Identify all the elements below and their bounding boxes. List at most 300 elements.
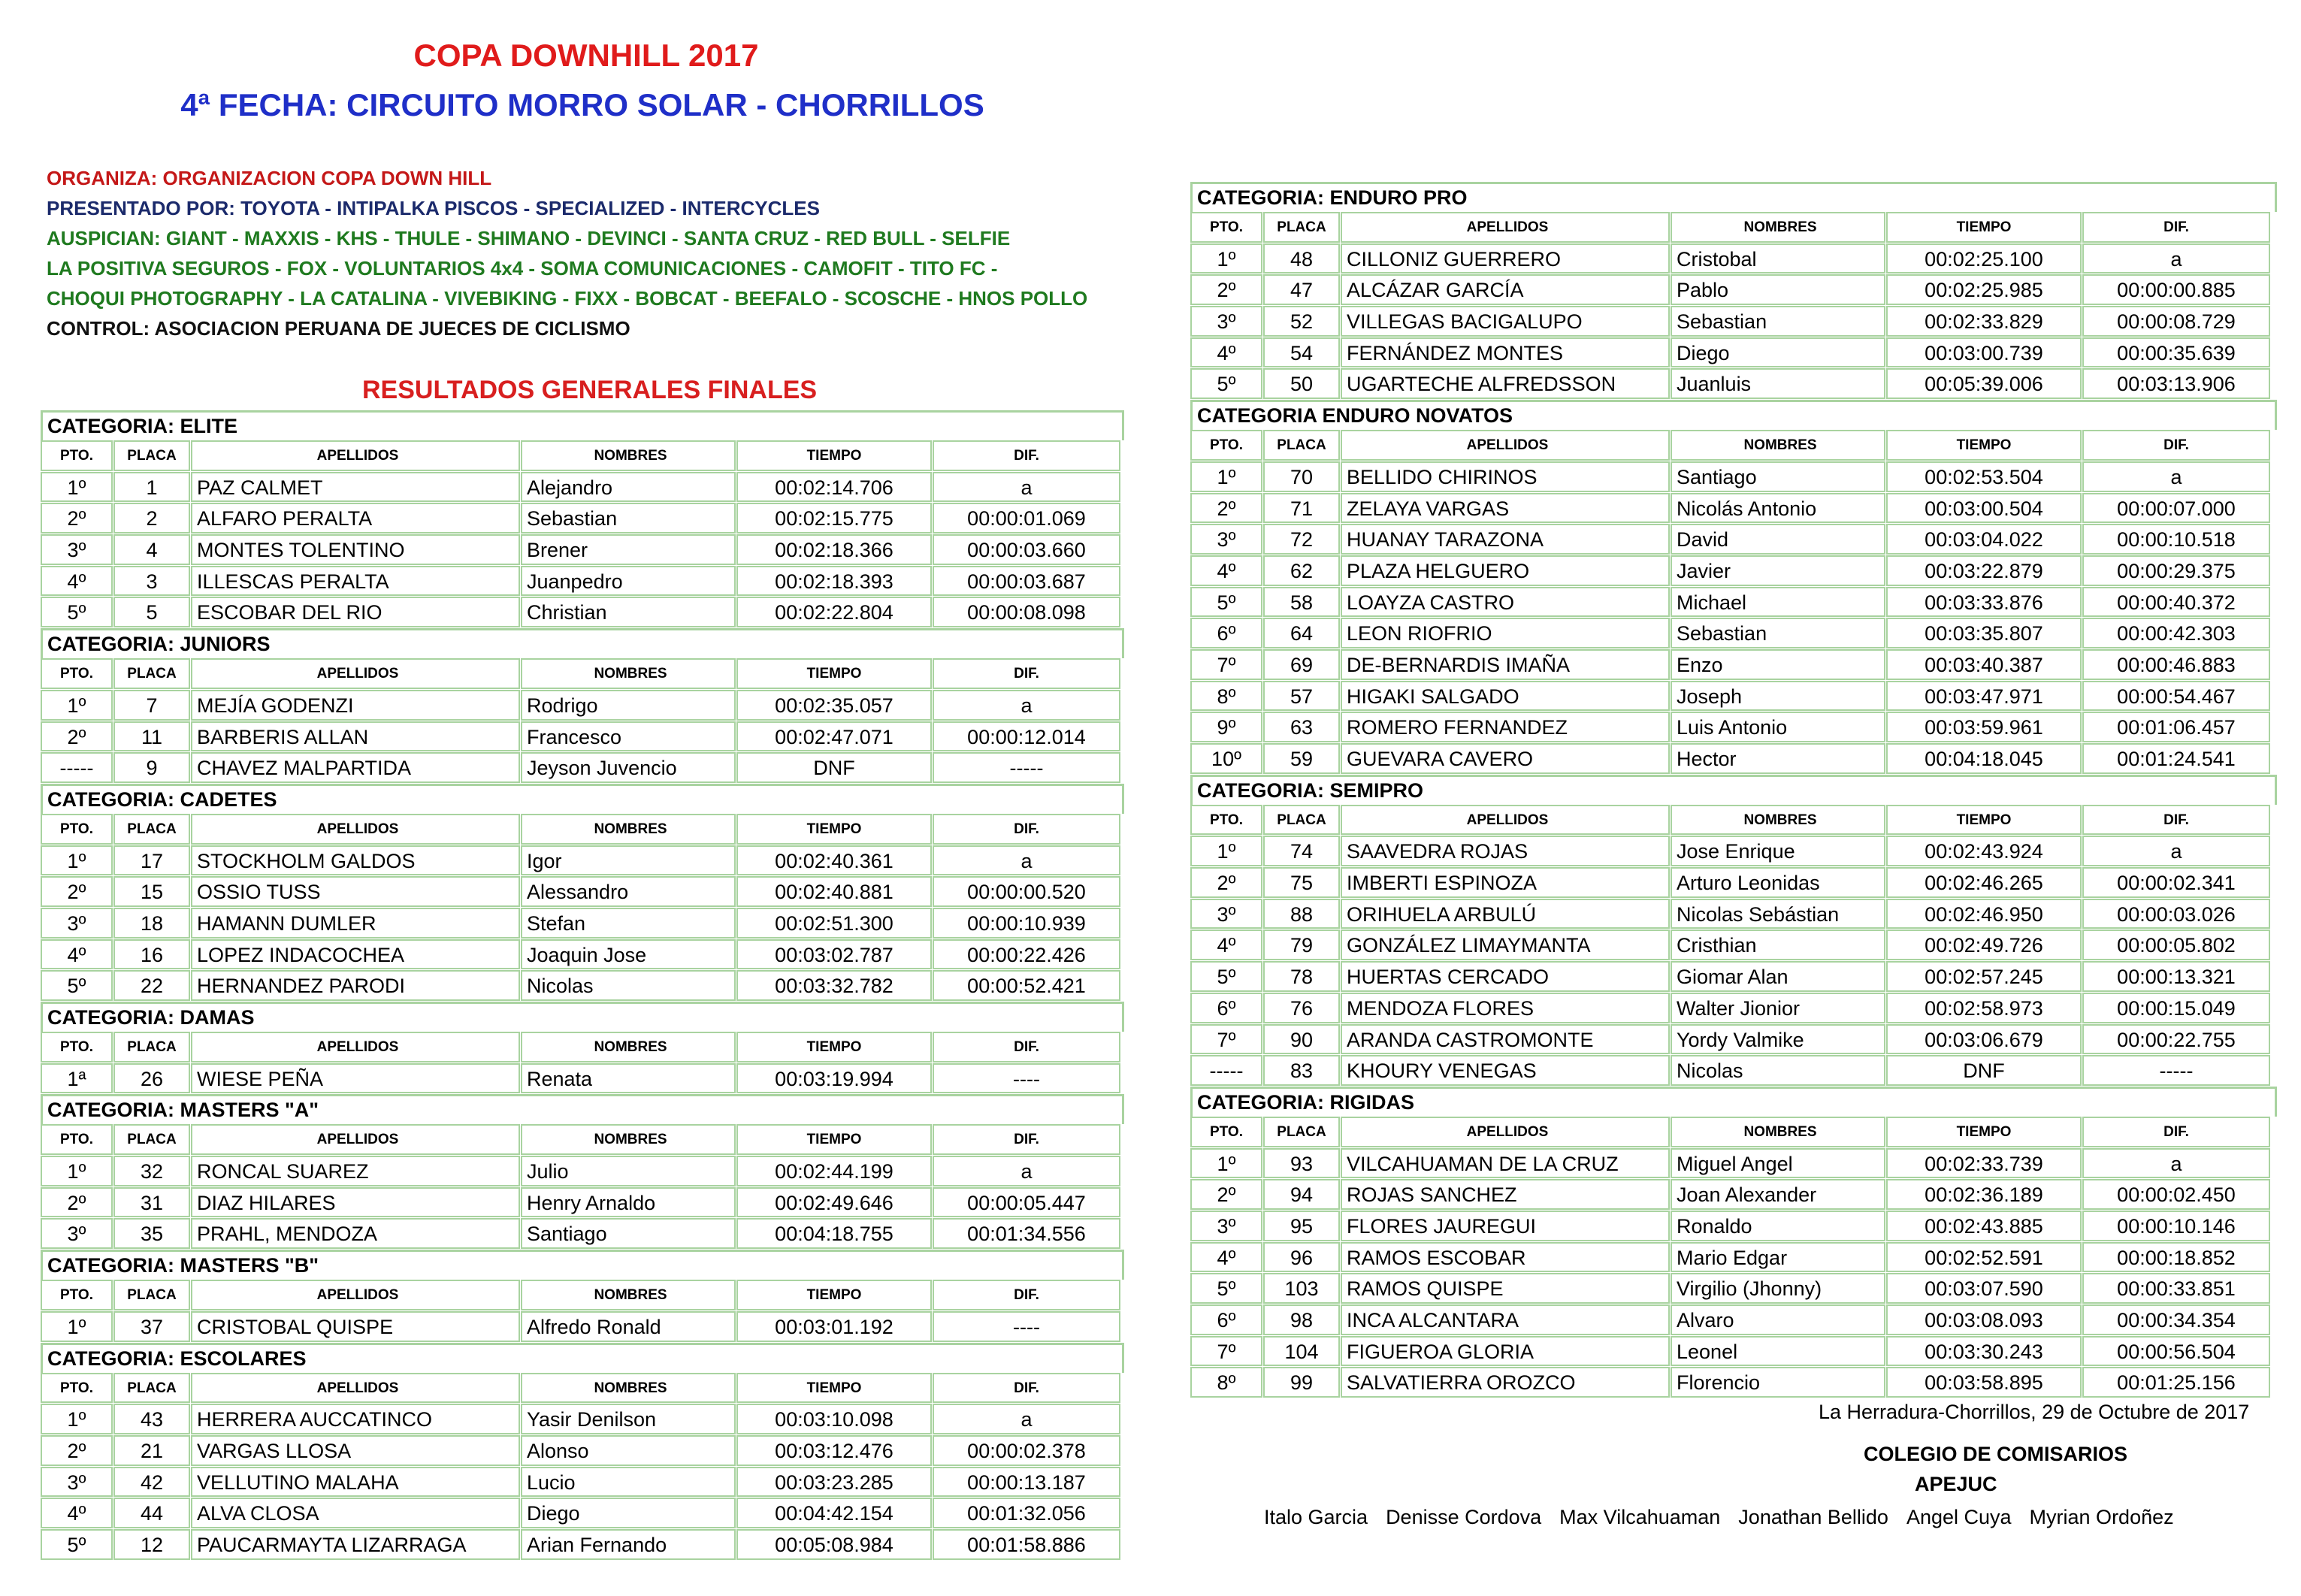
- cell-difference: a: [2082, 461, 2270, 492]
- column-header-surname: APELLIDOS: [191, 1032, 520, 1062]
- cell-first-name: Santiago: [1671, 461, 1885, 492]
- cell-time: 00:03:19.994: [736, 1063, 932, 1094]
- column-header-first-name: NOMBRES: [521, 658, 736, 689]
- cell-position: 4º: [1190, 929, 1262, 960]
- cell-plate: 42: [113, 1467, 190, 1498]
- cell-position: -----: [1190, 1055, 1262, 1086]
- cell-difference: 00:00:02.450: [2082, 1179, 2270, 1210]
- cell-position: 4º: [41, 939, 113, 970]
- cell-position: 1º: [1190, 243, 1262, 274]
- cell-position: 2º: [41, 1187, 113, 1218]
- cell-surname: ESCOBAR DEL RIO: [191, 597, 520, 627]
- column-header-first-name: NOMBRES: [521, 1124, 736, 1155]
- cell-first-name: Alejandro: [521, 472, 736, 503]
- column-header-difference: DIF.: [933, 1280, 1120, 1310]
- cell-plate: 35: [113, 1218, 190, 1249]
- cell-plate: 52: [1263, 306, 1340, 337]
- table-row: [41, 1404, 1124, 1435]
- category-block: [41, 628, 1124, 784]
- category-heading: CATEGORIA: ELITE: [41, 410, 1124, 440]
- category-block: [1190, 182, 2277, 400]
- cell-first-name: Alessandro: [521, 876, 736, 907]
- cell-position: 4º: [1190, 1242, 1262, 1273]
- cell-difference: 00:00:56.504: [2082, 1336, 2270, 1367]
- cell-surname: MEJÍA GODENZI: [191, 690, 520, 721]
- cell-plate: 3: [113, 566, 190, 597]
- cell-time: 00:02:49.726: [1886, 929, 2082, 960]
- category-block: [41, 410, 1124, 628]
- cell-time: 00:02:40.881: [736, 876, 932, 907]
- cell-first-name: Rodrigo: [521, 690, 736, 721]
- cell-difference: 00:00:35.639: [2082, 337, 2270, 368]
- cell-position: 7º: [1190, 649, 1262, 680]
- cell-surname: BARBERIS ALLAN: [191, 721, 520, 752]
- table-row: [1190, 243, 2277, 275]
- cell-plate: 69: [1263, 649, 1340, 680]
- cell-surname: UGARTECHE ALFREDSSON: [1341, 368, 1670, 399]
- cell-first-name: Yordy Valmike: [1671, 1024, 1885, 1055]
- table-row: [41, 690, 1124, 721]
- cell-plate: 98: [1263, 1304, 1340, 1335]
- cell-time: 00:03:40.387: [1886, 649, 2082, 680]
- category-heading: CATEGORIA ENDURO NOVATOS: [1190, 400, 2277, 430]
- table-row: [41, 908, 1124, 939]
- cell-surname: ILLESCAS PERALTA: [191, 566, 520, 597]
- cell-time: 00:03:00.739: [1886, 337, 2082, 368]
- column-header-surname: APELLIDOS: [191, 658, 520, 689]
- cell-time: 00:02:33.829: [1886, 306, 2082, 337]
- cell-time: 00:02:51.300: [736, 908, 932, 939]
- cell-first-name: Sebastian: [1671, 618, 1885, 648]
- cell-time: 00:03:10.098: [736, 1404, 932, 1434]
- cell-difference: 00:00:10.939: [933, 908, 1120, 939]
- column-header-surname: APELLIDOS: [191, 440, 520, 471]
- column-header-time: TIEMPO: [736, 1032, 932, 1062]
- column-header-plate: PLACA: [113, 1280, 190, 1310]
- cell-time: 00:04:18.755: [736, 1218, 932, 1249]
- cell-first-name: Renata: [521, 1063, 736, 1094]
- cell-surname: LOPEZ INDACOCHEA: [191, 939, 520, 970]
- cell-first-name: Arturo Leonidas: [1671, 867, 1885, 898]
- cell-plate: 15: [113, 876, 190, 907]
- cell-position: 8º: [1190, 1367, 1262, 1398]
- cell-surname: FIGUEROA GLORIA: [1341, 1336, 1670, 1367]
- cell-time: 00:02:35.057: [736, 690, 932, 721]
- cell-position: 6º: [1190, 618, 1262, 648]
- cell-surname: WIESE PEÑA: [191, 1063, 520, 1094]
- cell-plate: 58: [1263, 587, 1340, 618]
- cell-surname: ARANDA CASTROMONTE: [1341, 1024, 1670, 1055]
- cell-plate: 11: [113, 721, 190, 752]
- cell-first-name: Leonel: [1671, 1336, 1885, 1367]
- cell-surname: HAMANN DUMLER: [191, 908, 520, 939]
- cell-position: 2º: [41, 876, 113, 907]
- sponsors-line-3: CHOQUI PHOTOGRAPHY - LA CATALINA - VIVEBIKING - FIXX - BOBCAT - BEEFALO - SCOSCHE - HNOS POLLO: [47, 287, 1088, 310]
- table-row: [41, 845, 1124, 877]
- table-row: [1190, 461, 2277, 493]
- results-title: RESULTADOS GENERALES FINALES: [362, 376, 818, 404]
- cell-plate: 44: [113, 1498, 190, 1528]
- cell-plate: 32: [113, 1156, 190, 1186]
- category-block: [41, 1250, 1124, 1342]
- left-results-column: [41, 410, 1124, 1561]
- cell-surname: GUEVARA CAVERO: [1341, 743, 1670, 774]
- cell-time: 00:02:46.265: [1886, 867, 2082, 898]
- cell-first-name: Alfredo Ronald: [521, 1311, 736, 1342]
- cell-surname: VILCAHUAMAN DE LA CRUZ: [1341, 1148, 1670, 1179]
- cell-surname: ORIHUELA ARBULÚ: [1341, 899, 1670, 929]
- cell-surname: HERNANDEZ PARODI: [191, 970, 520, 1001]
- category-block: [1190, 400, 2277, 775]
- table-row: [41, 939, 1124, 971]
- cell-plate: 99: [1263, 1367, 1340, 1398]
- cell-surname: CILLONIZ GUERRERO: [1341, 243, 1670, 274]
- cell-plate: 1: [113, 472, 190, 503]
- cell-first-name: Joseph: [1671, 681, 1885, 712]
- category-heading: CATEGORIA: RIGIDAS: [1190, 1087, 2277, 1117]
- cell-difference: a: [2082, 1148, 2270, 1179]
- cell-first-name: Cristhian: [1671, 929, 1885, 960]
- table-header-row: [41, 1373, 1124, 1404]
- category-heading: CATEGORIA: MASTERS "B": [41, 1250, 1124, 1280]
- cell-plate: 62: [1263, 555, 1340, 586]
- column-header-first-name: NOMBRES: [1671, 212, 1885, 243]
- cell-first-name: Alvaro: [1671, 1304, 1885, 1335]
- cell-surname: ALCÁZAR GARCÍA: [1341, 274, 1670, 305]
- column-header-time: TIEMPO: [736, 658, 932, 689]
- cell-first-name: Jose Enrique: [1671, 836, 1885, 866]
- column-header-time: TIEMPO: [736, 440, 932, 471]
- category-block: [41, 1343, 1124, 1561]
- column-header-surname: APELLIDOS: [191, 1373, 520, 1404]
- cell-first-name: Nicolas: [1671, 1055, 1885, 1086]
- table-row: [41, 1467, 1124, 1498]
- table-header-row: [1190, 430, 2277, 461]
- table-row: [41, 1498, 1124, 1529]
- cell-surname: VARGAS LLOSA: [191, 1435, 520, 1466]
- table-row: [1190, 493, 2277, 524]
- cell-position: 4º: [41, 1498, 113, 1528]
- cell-first-name: Nicolas Sebástian: [1671, 899, 1885, 929]
- cell-time: 00:02:15.775: [736, 503, 932, 534]
- cell-difference: 00:00:18.852: [2082, 1242, 2270, 1273]
- cell-plate: 43: [113, 1404, 190, 1434]
- column-header-time: TIEMPO: [736, 1124, 932, 1155]
- cell-first-name: Virgilio (Jhonny): [1671, 1273, 1885, 1304]
- table-row: [1190, 524, 2277, 555]
- table-row: [41, 597, 1124, 628]
- cell-first-name: Walter Jionior: [1671, 993, 1885, 1023]
- column-header-difference: DIF.: [933, 440, 1120, 471]
- cell-plate: 70: [1263, 461, 1340, 492]
- column-header-plate: PLACA: [113, 1373, 190, 1404]
- table-row: [41, 752, 1124, 784]
- cell-position: 3º: [1190, 306, 1262, 337]
- cell-surname: PAUCARMAYTA LIZARRAGA: [191, 1529, 520, 1560]
- cell-difference: 00:00:08.729: [2082, 306, 2270, 337]
- cell-surname: KHOURY VENEGAS: [1341, 1055, 1670, 1086]
- column-header-surname: APELLIDOS: [1341, 805, 1670, 836]
- cell-surname: RONCAL SUAREZ: [191, 1156, 520, 1186]
- right-results-column: [1190, 182, 2277, 1398]
- cell-difference: 00:01:58.886: [933, 1529, 1120, 1560]
- cell-surname: INCA ALCANTARA: [1341, 1304, 1670, 1335]
- table-header-row: [41, 1032, 1124, 1063]
- cell-difference: 00:00:40.372: [2082, 587, 2270, 618]
- cell-plate: 50: [1263, 368, 1340, 399]
- cell-position: 2º: [41, 1435, 113, 1466]
- category-block: [41, 1002, 1124, 1094]
- column-header-time: TIEMPO: [1886, 430, 2082, 461]
- cell-plate: 17: [113, 845, 190, 876]
- cell-first-name: Henry Arnaldo: [521, 1187, 736, 1218]
- cell-position: -----: [41, 752, 113, 783]
- column-header-surname: APELLIDOS: [191, 1124, 520, 1155]
- cell-position: 1º: [41, 690, 113, 721]
- cell-plate: 76: [1263, 993, 1340, 1023]
- cell-position: 1º: [1190, 836, 1262, 866]
- cell-difference: 00:00:52.421: [933, 970, 1120, 1001]
- cell-position: 4º: [1190, 555, 1262, 586]
- column-header-plate: PLACA: [113, 1124, 190, 1155]
- cell-first-name: Giomar Alan: [1671, 961, 1885, 992]
- footer-apejuc: APEJUC: [1915, 1473, 1997, 1495]
- table-row: [1190, 1179, 2277, 1211]
- cell-position: 5º: [41, 597, 113, 627]
- cell-difference: -----: [2082, 1055, 2270, 1086]
- cell-position: 1º: [1190, 461, 1262, 492]
- table-row: [1190, 649, 2277, 681]
- cell-time: 00:02:52.591: [1886, 1242, 2082, 1273]
- table-header-row: [41, 814, 1124, 845]
- cell-position: 2º: [1190, 493, 1262, 524]
- cell-surname: CHAVEZ MALPARTIDA: [191, 752, 520, 783]
- cell-position: 8º: [1190, 681, 1262, 712]
- column-header-difference: DIF.: [933, 1373, 1120, 1404]
- column-header-time: TIEMPO: [736, 1373, 932, 1404]
- cell-time: 00:03:04.022: [1886, 524, 2082, 555]
- cell-difference: 00:00:08.098: [933, 597, 1120, 627]
- cell-time: 00:03:32.782: [736, 970, 932, 1001]
- column-header-position: PTO.: [1190, 212, 1262, 243]
- column-header-position: PTO.: [1190, 430, 1262, 461]
- cell-difference: 00:00:34.354: [2082, 1304, 2270, 1335]
- table-row: [1190, 368, 2277, 400]
- cell-surname: PRAHL, MENDOZA: [191, 1218, 520, 1249]
- cell-first-name: Stefan: [521, 908, 736, 939]
- cell-position: 5º: [1190, 587, 1262, 618]
- table-row: [41, 503, 1124, 534]
- cell-time: 00:03:58.895: [1886, 1367, 2082, 1398]
- table-row: [1190, 1367, 2277, 1398]
- cell-difference: a: [933, 845, 1120, 876]
- cell-time: DNF: [736, 752, 932, 783]
- cell-plate: 59: [1263, 743, 1340, 774]
- category-heading: CATEGORIA: ESCOLARES: [41, 1343, 1124, 1373]
- cell-difference: 00:00:13.187: [933, 1467, 1120, 1498]
- cell-position: 2º: [1190, 274, 1262, 305]
- table-row: [1190, 743, 2277, 775]
- cell-difference: 00:03:13.906: [2082, 368, 2270, 399]
- cell-time: 00:02:14.706: [736, 472, 932, 503]
- column-header-first-name: NOMBRES: [521, 440, 736, 471]
- category-heading: CATEGORIA: ENDURO PRO: [1190, 182, 2277, 212]
- control-line: CONTROL: ASOCIACION PERUANA DE JUECES DE CICLISMO: [47, 317, 630, 340]
- footer-colegio: COLEGIO DE COMISARIOS: [1864, 1443, 2128, 1465]
- cell-difference: 00:00:00.885: [2082, 274, 2270, 305]
- table-row: [1190, 961, 2277, 993]
- cell-first-name: Diego: [521, 1498, 736, 1528]
- cell-first-name: Christian: [521, 597, 736, 627]
- cell-plate: 83: [1263, 1055, 1340, 1086]
- cell-first-name: Hector: [1671, 743, 1885, 774]
- column-header-position: PTO.: [41, 1124, 113, 1155]
- table-row: [41, 1529, 1124, 1561]
- cell-first-name: Jeyson Juvencio: [521, 752, 736, 783]
- cell-time: 00:02:18.393: [736, 566, 932, 597]
- cell-surname: MENDOZA FLORES: [1341, 993, 1670, 1023]
- cell-first-name: Joan Alexander: [1671, 1179, 1885, 1210]
- cell-plate: 31: [113, 1187, 190, 1218]
- cell-time: 00:02:46.950: [1886, 899, 2082, 929]
- column-header-difference: DIF.: [933, 1124, 1120, 1155]
- table-row: [1190, 618, 2277, 649]
- cell-difference: 00:00:46.883: [2082, 649, 2270, 680]
- column-header-position: PTO.: [41, 814, 113, 845]
- column-header-position: PTO.: [41, 1280, 113, 1310]
- column-header-plate: PLACA: [1263, 805, 1340, 836]
- cell-time: 00:03:59.961: [1886, 712, 2082, 742]
- cell-position: 2º: [1190, 1179, 1262, 1210]
- cell-first-name: Cristobal: [1671, 243, 1885, 274]
- cell-time: 00:02:43.885: [1886, 1211, 2082, 1241]
- cell-position: 1º: [41, 1156, 113, 1186]
- sponsors-line-2: LA POSITIVA SEGUROS - FOX - VOLUNTARIOS 4x4 - SOMA COMUNICACIONES - CAMOFIT - TITO FC -: [47, 257, 998, 280]
- cell-position: 3º: [41, 1467, 113, 1498]
- cell-position: 6º: [1190, 1304, 1262, 1335]
- cell-time: 00:02:40.361: [736, 845, 932, 876]
- column-header-time: TIEMPO: [1886, 212, 2082, 243]
- cell-plate: 88: [1263, 899, 1340, 929]
- cell-position: 1º: [41, 472, 113, 503]
- cell-first-name: Igor: [521, 845, 736, 876]
- cell-difference: 00:00:13.321: [2082, 961, 2270, 992]
- cell-first-name: Mario Edgar: [1671, 1242, 1885, 1273]
- cell-difference: 00:01:34.556: [933, 1218, 1120, 1249]
- cell-plate: 4: [113, 534, 190, 565]
- cell-surname: GONZÁLEZ LIMAYMANTA: [1341, 929, 1670, 960]
- column-header-position: PTO.: [41, 1032, 113, 1062]
- cell-surname: ZELAYA VARGAS: [1341, 493, 1670, 524]
- column-header-time: TIEMPO: [736, 1280, 932, 1310]
- table-row: [41, 970, 1124, 1002]
- cell-first-name: Joaquin Jose: [521, 939, 736, 970]
- cell-first-name: Luis Antonio: [1671, 712, 1885, 742]
- column-header-plate: PLACA: [1263, 1117, 1340, 1147]
- cell-position: 7º: [1190, 1336, 1262, 1367]
- table-row: [1190, 1304, 2277, 1336]
- cell-time: 00:05:39.006: [1886, 368, 2082, 399]
- column-header-first-name: NOMBRES: [521, 1373, 736, 1404]
- cell-surname: LOAYZA CASTRO: [1341, 587, 1670, 618]
- cell-position: 1º: [1190, 1148, 1262, 1179]
- cell-surname: MONTES TOLENTINO: [191, 534, 520, 565]
- cell-time: 00:05:08.984: [736, 1529, 932, 1560]
- cell-plate: 63: [1263, 712, 1340, 742]
- cell-difference: 00:00:01.069: [933, 503, 1120, 534]
- cell-position: 7º: [1190, 1024, 1262, 1055]
- cell-position: 1º: [41, 1311, 113, 1342]
- cell-time: 00:02:53.504: [1886, 461, 2082, 492]
- cell-time: 00:03:47.971: [1886, 681, 2082, 712]
- cell-plate: 74: [1263, 836, 1340, 866]
- cell-first-name: Yasir Denilson: [521, 1404, 736, 1434]
- column-header-difference: DIF.: [2082, 805, 2270, 836]
- table-row: [1190, 1148, 2277, 1180]
- cell-surname: RAMOS ESCOBAR: [1341, 1242, 1670, 1273]
- cell-first-name: Sebastian: [521, 503, 736, 534]
- cell-plate: 75: [1263, 867, 1340, 898]
- cell-plate: 95: [1263, 1211, 1340, 1241]
- cell-time: 00:03:12.476: [736, 1435, 932, 1466]
- cell-surname: SALVATIERRA OROZCO: [1341, 1367, 1670, 1398]
- cell-plate: 90: [1263, 1024, 1340, 1055]
- cell-position: 10º: [1190, 743, 1262, 774]
- cell-plate: 47: [1263, 274, 1340, 305]
- cell-position: 2º: [41, 503, 113, 534]
- cell-plate: 72: [1263, 524, 1340, 555]
- cell-position: 1ª: [41, 1063, 113, 1094]
- cell-difference: a: [2082, 243, 2270, 274]
- cell-time: 00:04:18.045: [1886, 743, 2082, 774]
- cell-position: 3º: [1190, 1211, 1262, 1241]
- table-row: [1190, 712, 2277, 743]
- cell-surname: DIAZ HILARES: [191, 1187, 520, 1218]
- cell-time: 00:03:00.504: [1886, 493, 2082, 524]
- table-row: [1190, 929, 2277, 961]
- cell-difference: 00:01:25.156: [2082, 1367, 2270, 1398]
- cell-first-name: Ronaldo: [1671, 1211, 1885, 1241]
- table-row: [41, 1063, 1124, 1095]
- column-header-position: PTO.: [41, 440, 113, 471]
- cell-plate: 103: [1263, 1273, 1340, 1304]
- column-header-plate: PLACA: [1263, 212, 1340, 243]
- column-header-first-name: NOMBRES: [1671, 805, 1885, 836]
- cell-plate: 78: [1263, 961, 1340, 992]
- footer-date: La Herradura-Chorrillos, 29 de Octubre de 2017: [1819, 1401, 2250, 1423]
- table-row: [1190, 899, 2277, 930]
- cell-first-name: Juanpedro: [521, 566, 736, 597]
- cell-time: 00:02:49.646: [736, 1187, 932, 1218]
- cell-first-name: Pablo: [1671, 274, 1885, 305]
- cell-first-name: Juanluis: [1671, 368, 1885, 399]
- category-heading: CATEGORIA: MASTERS "A": [41, 1094, 1124, 1124]
- commissioner-name: Denisse Cordova: [1386, 1506, 1542, 1528]
- cell-difference: 00:00:29.375: [2082, 555, 2270, 586]
- cell-difference: ----: [933, 1063, 1120, 1094]
- cell-time: 00:02:44.199: [736, 1156, 932, 1186]
- cell-time: 00:02:22.804: [736, 597, 932, 627]
- column-header-first-name: NOMBRES: [1671, 1117, 1885, 1147]
- cell-first-name: Miguel Angel: [1671, 1148, 1885, 1179]
- table-row: [1190, 1336, 2277, 1368]
- cell-plate: 7: [113, 690, 190, 721]
- table-row: [1190, 993, 2277, 1024]
- cell-first-name: Diego: [1671, 337, 1885, 368]
- column-header-surname: APELLIDOS: [191, 1280, 520, 1310]
- category-block: [1190, 1087, 2277, 1398]
- table-row: [1190, 274, 2277, 306]
